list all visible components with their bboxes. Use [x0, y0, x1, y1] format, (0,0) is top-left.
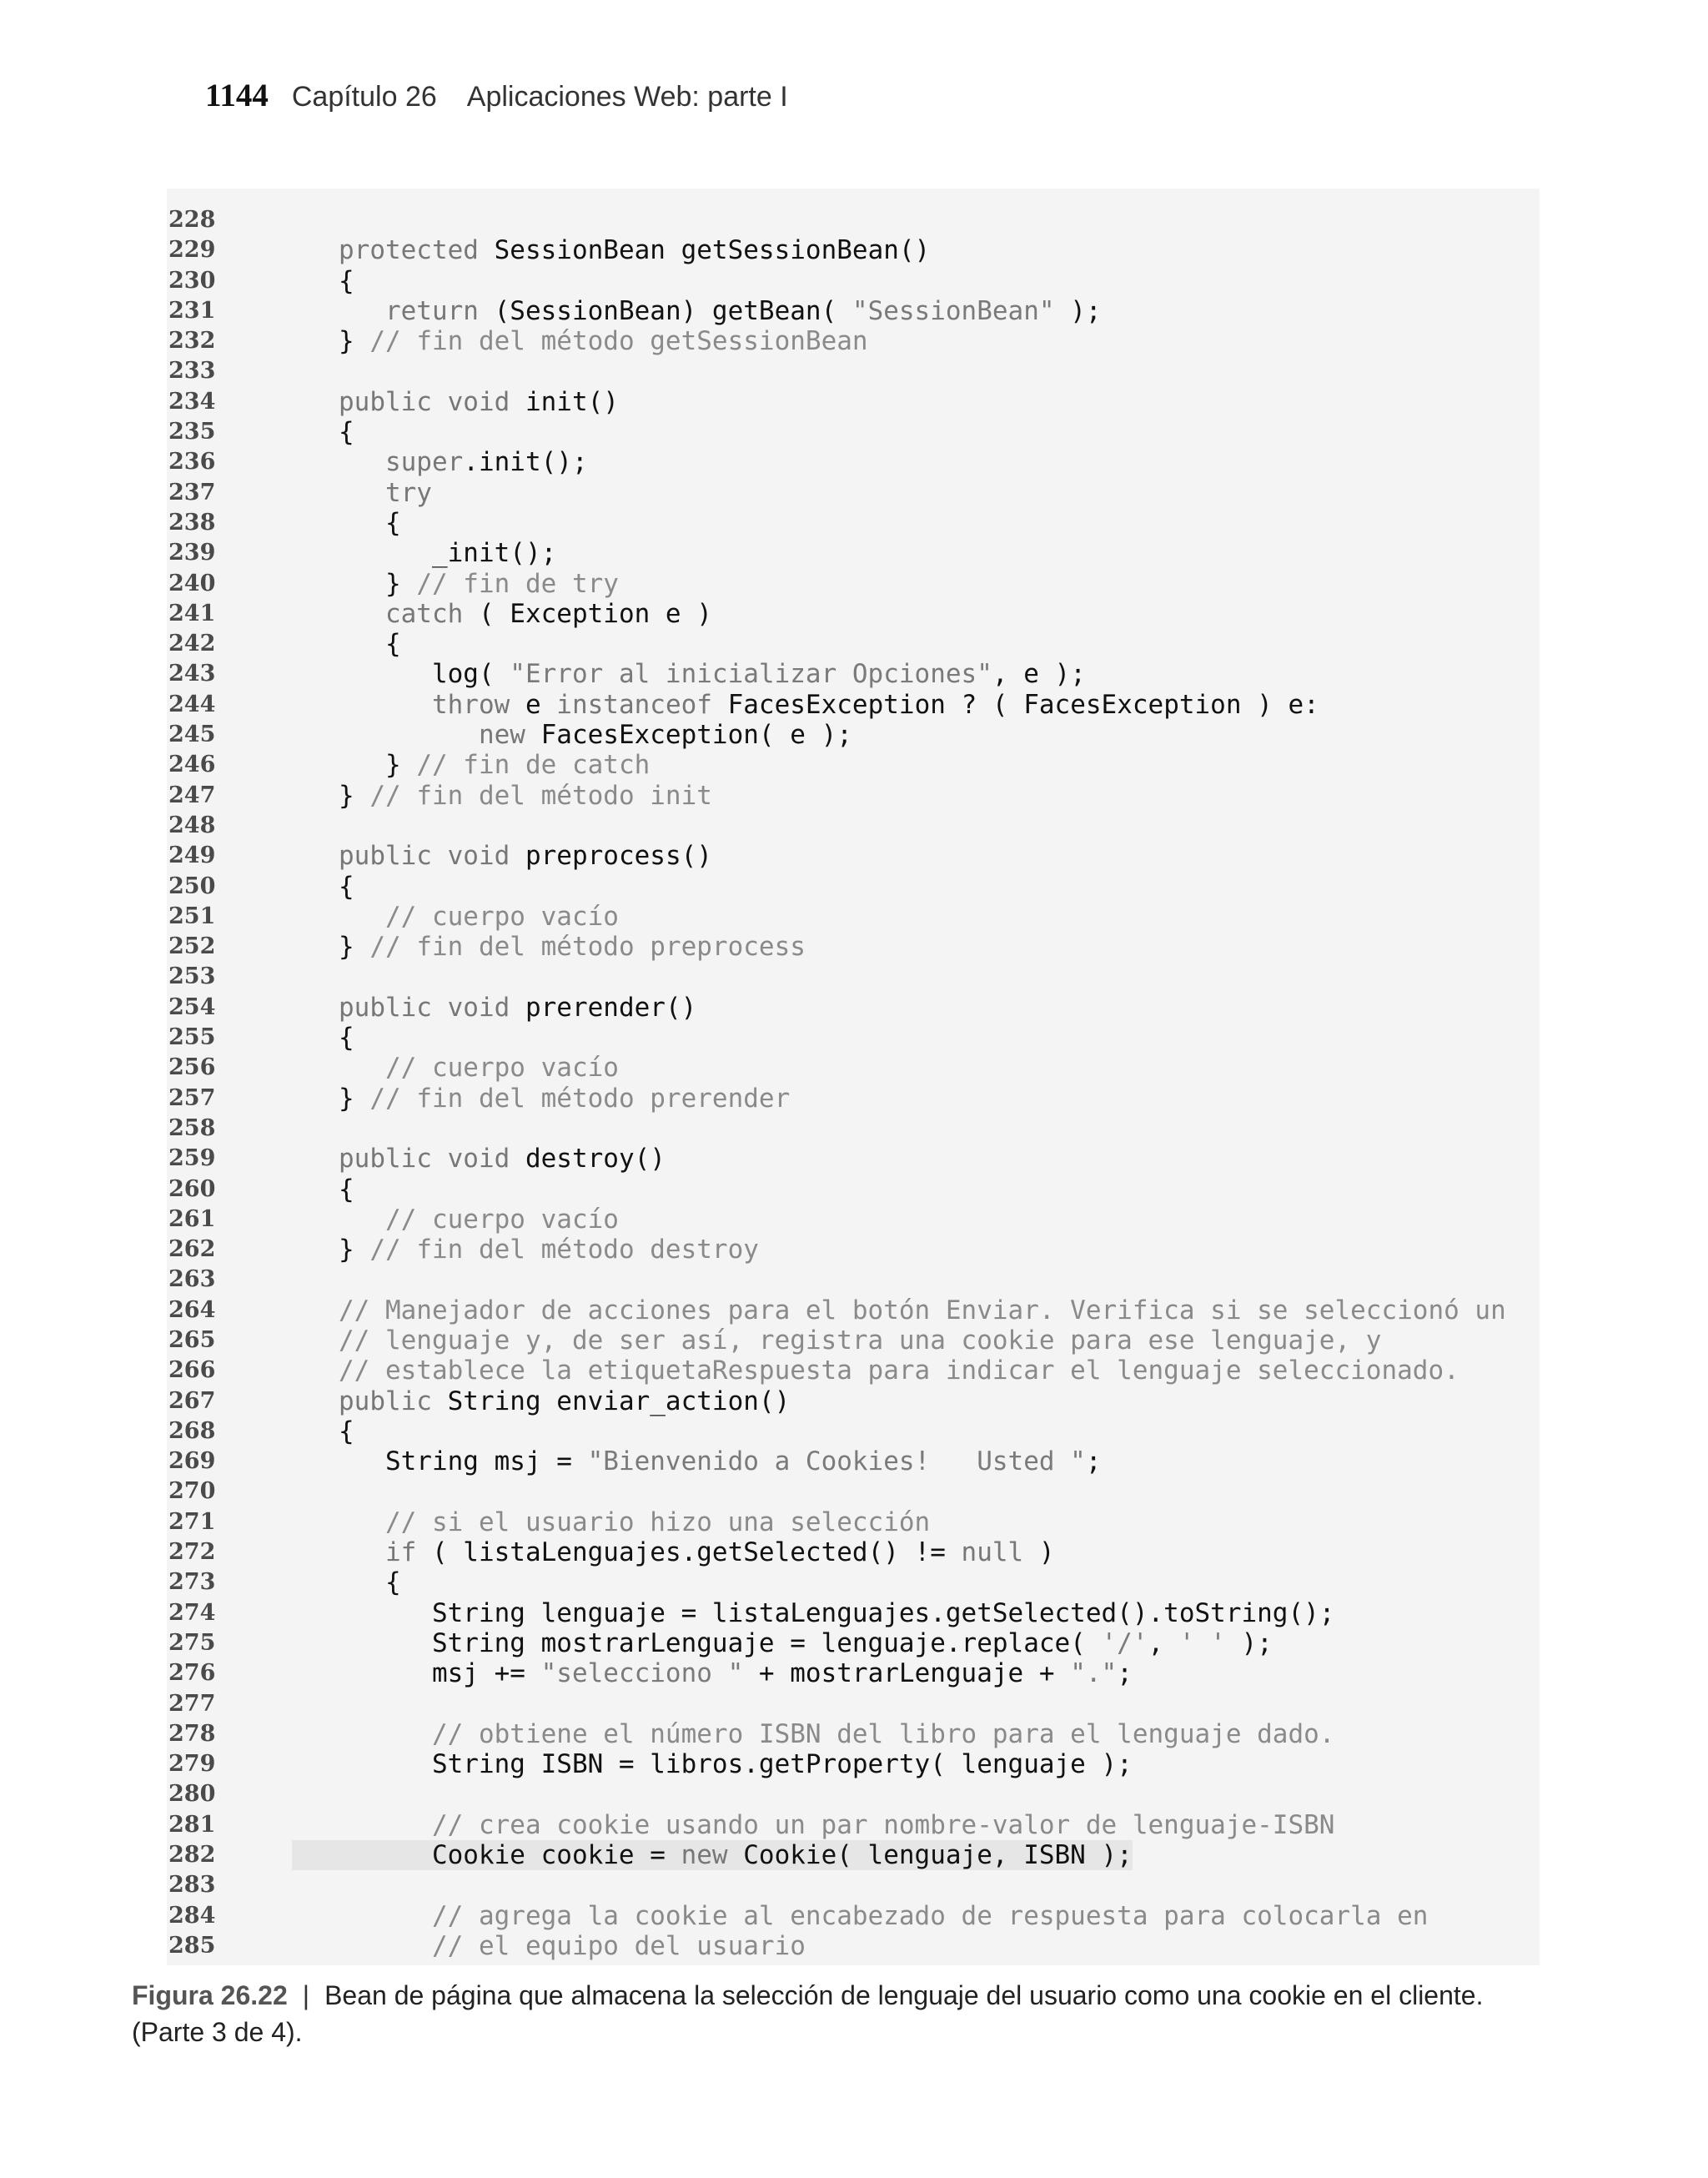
code-token: String ISBN = libros.getProperty( lenguaje ); — [292, 1749, 1133, 1780]
line-number: 242 — [168, 631, 216, 657]
line-number: 278 — [168, 1720, 216, 1747]
code-line — [167, 266, 1540, 296]
code-token: null — [961, 1537, 1024, 1568]
line-number: 238 — [168, 509, 216, 536]
code-token: "Error al inicializar Opciones" — [510, 659, 992, 690]
code-token: Cookie( lenguaje, ISBN ); — [743, 1840, 1133, 1871]
line-number: 260 — [168, 1175, 216, 1202]
code-token: // fin del método destroy — [369, 1235, 759, 1265]
line-number: 268 — [168, 1417, 216, 1444]
line-number: 244 — [168, 691, 216, 717]
chapter-label: Capítulo 26 — [291, 81, 437, 113]
code-line — [167, 599, 1540, 629]
code-token: ); — [1225, 1627, 1273, 1658]
code-line — [167, 1235, 1540, 1265]
line-number: 281 — [168, 1811, 216, 1838]
line-number: 232 — [168, 328, 216, 355]
code-token: } — [292, 1083, 370, 1114]
line-number: 234 — [168, 388, 216, 415]
code-line — [167, 508, 1540, 538]
code-token: , e ); — [992, 659, 1086, 690]
code-token: // fin del método init — [369, 780, 712, 811]
code-text — [292, 1205, 619, 1235]
code-line — [167, 1265, 1540, 1295]
code-line — [167, 1628, 1540, 1658]
code-token: (SessionBean) getBean( — [494, 295, 852, 326]
code-token: ) — [1023, 1537, 1055, 1568]
code-text — [292, 417, 354, 447]
line-number: 241 — [168, 600, 216, 626]
code-line — [167, 205, 1540, 235]
code-token: if — [292, 1537, 432, 1568]
code-line — [167, 447, 1540, 477]
code-token: String msj = — [292, 1446, 588, 1477]
code-token: // Manejador de acciones para el botón Enviar. Verifica si se seleccionó un — [292, 1295, 1506, 1325]
code-line — [167, 235, 1540, 265]
code-text — [292, 1023, 354, 1053]
line-number: 272 — [168, 1539, 216, 1566]
code-line — [167, 750, 1540, 780]
code-text — [292, 478, 432, 508]
code-token: public void — [292, 1144, 525, 1175]
line-number: 271 — [168, 1508, 216, 1535]
code-token: } — [292, 932, 370, 963]
code-token: _init(); — [292, 538, 557, 569]
code-line — [167, 1325, 1540, 1356]
line-number: 274 — [168, 1599, 216, 1626]
line-number: 245 — [168, 722, 216, 748]
code-text — [292, 781, 712, 811]
line-number: 251 — [168, 903, 216, 929]
code-token: FacesException ? ( FacesException ) e: — [727, 689, 1319, 720]
line-number: 269 — [168, 1448, 216, 1475]
line-number: 259 — [168, 1145, 216, 1172]
line-number: 277 — [168, 1690, 216, 1717]
line-number: 253 — [168, 963, 216, 990]
code-line — [167, 1537, 1540, 1567]
code-line — [167, 1144, 1540, 1174]
code-line — [167, 1356, 1540, 1386]
line-number: 255 — [168, 1024, 216, 1051]
line-number: 237 — [168, 479, 216, 506]
code-token: new — [292, 720, 541, 751]
code-token: catch — [292, 598, 479, 629]
code-text — [292, 1628, 1273, 1658]
code-token: e — [525, 689, 557, 720]
line-number: 258 — [168, 1114, 216, 1141]
code-token: ); — [1054, 295, 1102, 326]
code-line — [167, 478, 1540, 508]
line-number: 246 — [168, 752, 216, 778]
code-line — [167, 1689, 1540, 1719]
code-lines — [167, 205, 1540, 1961]
line-number: 233 — [168, 358, 216, 385]
code-line — [167, 387, 1540, 417]
code-line — [167, 690, 1540, 720]
code-text — [292, 1386, 790, 1416]
code-text — [292, 569, 619, 599]
code-line — [167, 1295, 1540, 1325]
code-text — [292, 1507, 930, 1537]
code-line — [167, 872, 1540, 902]
code-text — [292, 629, 401, 659]
code-token: "Bienvenido a Cookies! Usted " — [587, 1446, 1086, 1477]
code-line — [167, 1901, 1540, 1931]
code-line — [167, 326, 1540, 356]
code-line — [167, 1386, 1540, 1416]
line-number: 235 — [168, 419, 216, 445]
code-line — [167, 659, 1540, 689]
code-token: // fin de catch — [416, 750, 651, 781]
code-token: // cuerpo vacío — [292, 1204, 619, 1235]
code-listing — [167, 189, 1540, 1965]
code-token: instanceof — [556, 689, 728, 720]
code-token: public — [292, 1386, 448, 1416]
line-number: 280 — [168, 1781, 216, 1808]
code-token: } — [292, 780, 370, 811]
code-token: init() — [525, 386, 619, 417]
code-text — [292, 659, 1086, 689]
page-number: 1144 — [205, 78, 269, 113]
code-token: ' ' — [1178, 1627, 1226, 1658]
code-line — [167, 1658, 1540, 1688]
code-token: { — [292, 417, 354, 448]
code-text — [292, 1295, 1506, 1325]
code-token: { — [292, 1416, 354, 1446]
code-text — [292, 266, 354, 296]
code-text — [292, 1446, 1102, 1476]
code-line — [167, 993, 1540, 1023]
code-line — [167, 932, 1540, 962]
code-text — [292, 387, 619, 417]
running-header — [205, 77, 788, 127]
line-number: 270 — [168, 1478, 216, 1505]
code-token: .init(); — [463, 447, 588, 478]
code-token: // fin del método prerender — [369, 1083, 791, 1114]
code-text — [292, 538, 556, 568]
code-token: // lenguaje y, de ser así, registra una cookie para ese lenguaje, y — [292, 1325, 1382, 1356]
code-token: public void — [292, 841, 525, 872]
code-line — [167, 841, 1540, 871]
code-text — [292, 1325, 1381, 1356]
line-number: 230 — [168, 267, 216, 294]
code-token: super — [292, 447, 464, 478]
code-text — [292, 1416, 354, 1446]
line-number: 239 — [168, 540, 216, 566]
code-token: ( Exception e ) — [478, 598, 712, 629]
line-number: 256 — [168, 1054, 216, 1081]
code-token: "." — [1070, 1658, 1118, 1689]
code-token: destroy() — [525, 1144, 666, 1175]
code-token: log( — [292, 659, 510, 690]
code-text — [292, 1567, 401, 1597]
code-token: { — [292, 1174, 354, 1205]
code-token: } — [292, 750, 417, 781]
code-token: public void — [292, 386, 525, 417]
code-line — [167, 1023, 1540, 1053]
code-token: Cookie cookie = — [292, 1840, 681, 1871]
code-text — [292, 841, 712, 871]
code-line — [167, 629, 1540, 659]
code-line — [167, 1416, 1540, 1446]
line-number: 240 — [168, 570, 216, 596]
line-number: 284 — [168, 1902, 216, 1929]
code-token: { — [292, 507, 401, 538]
code-token: ( listaLenguajes.getSelected() != — [431, 1537, 962, 1568]
caption-part: (Parte 3 de 4). — [132, 2017, 303, 2047]
code-token: // fin del método getSessionBean — [369, 326, 868, 357]
chapter-title: Aplicaciones Web: parte I — [466, 81, 788, 113]
code-line — [167, 569, 1540, 599]
caption-text: Bean de página que almacena la selección de lenguaje del usuario como una cookie en el cliente. — [324, 1980, 1484, 2010]
line-number: 279 — [168, 1751, 216, 1778]
code-token: throw — [292, 689, 525, 720]
code-line — [167, 1931, 1540, 1961]
code-text — [292, 1719, 1334, 1749]
code-text — [292, 1749, 1133, 1779]
code-token: } — [292, 1235, 370, 1265]
code-token: ; — [1117, 1658, 1133, 1689]
code-token: // obtiene el número ISBN del libro para el lenguaje dado. — [292, 1718, 1335, 1749]
code-text — [292, 1356, 1459, 1386]
code-line — [167, 1749, 1540, 1779]
code-text — [292, 932, 806, 962]
line-number: 275 — [168, 1629, 216, 1656]
code-token: { — [292, 871, 354, 902]
code-text — [292, 1084, 790, 1114]
line-number: 266 — [168, 1357, 216, 1384]
code-line — [167, 1719, 1540, 1749]
code-token: SessionBean getSessionBean() — [494, 235, 931, 266]
code-token: return — [292, 295, 495, 326]
line-number: 243 — [168, 661, 216, 687]
figure-label: Figura 26.22 — [132, 1980, 288, 2010]
code-line — [167, 1476, 1540, 1506]
code-text — [292, 1235, 759, 1265]
code-text — [292, 750, 650, 780]
line-number: 248 — [168, 812, 216, 838]
code-token: } — [292, 326, 370, 357]
line-number: 261 — [168, 1205, 216, 1232]
code-token: , — [1148, 1627, 1179, 1658]
code-token: { — [292, 1567, 401, 1598]
code-token: "selecciono " — [540, 1658, 744, 1689]
line-number: 267 — [168, 1387, 216, 1414]
line-number: 264 — [168, 1296, 216, 1323]
code-token: // fin del método preprocess — [369, 932, 806, 963]
line-number: 252 — [168, 933, 216, 960]
code-token: // fin de try — [416, 568, 619, 599]
code-line — [167, 1810, 1540, 1840]
code-text — [292, 1537, 1055, 1567]
code-line — [167, 1114, 1540, 1144]
code-token: try — [292, 477, 432, 508]
code-line — [167, 1205, 1540, 1235]
code-line — [167, 1779, 1540, 1809]
line-number: 250 — [168, 873, 216, 899]
code-token: prerender() — [525, 992, 697, 1023]
line-number: 265 — [168, 1326, 216, 1353]
code-text — [292, 508, 401, 538]
code-token: + mostrarLenguaje + — [743, 1658, 1071, 1689]
code-token: // cuerpo vacío — [292, 1053, 619, 1084]
line-number: 273 — [168, 1569, 216, 1596]
line-number: 236 — [168, 449, 216, 475]
code-token: "SessionBean" — [851, 295, 1055, 326]
line-number: 283 — [168, 1872, 216, 1899]
code-token: // si el usuario hizo una selección — [292, 1506, 931, 1537]
code-token: String mostrarLenguaje = lenguaje.replace( — [292, 1627, 1102, 1658]
code-line — [167, 1870, 1540, 1900]
code-token: String enviar_action() — [447, 1386, 791, 1416]
code-text — [292, 1144, 666, 1174]
code-line — [167, 1567, 1540, 1597]
code-text — [292, 902, 619, 932]
code-text — [292, 993, 696, 1023]
code-token: ; — [1085, 1446, 1102, 1477]
code-line — [167, 1507, 1540, 1537]
line-number: 282 — [168, 1842, 216, 1869]
code-line — [167, 1084, 1540, 1114]
code-text — [292, 296, 1102, 326]
code-token: // crea cookie usando un par nombre-valor de lenguaje-ISBN — [292, 1809, 1335, 1840]
code-line — [167, 1446, 1540, 1476]
code-token: '/' — [1101, 1627, 1148, 1658]
code-text — [292, 326, 868, 356]
line-number: 262 — [168, 1236, 216, 1263]
line-number: 257 — [168, 1084, 216, 1111]
code-token: String lenguaje = listaLenguajes.getSelected().toString(); — [292, 1597, 1335, 1628]
line-number: 229 — [168, 237, 216, 264]
code-line — [167, 1598, 1540, 1628]
line-number: 247 — [168, 782, 216, 808]
code-line — [167, 296, 1540, 326]
code-text — [292, 690, 1319, 720]
code-token: public void — [292, 992, 525, 1023]
code-text — [292, 1053, 619, 1083]
code-text — [292, 235, 930, 265]
code-line — [167, 1175, 1540, 1205]
code-text — [292, 1658, 1133, 1688]
line-number: 249 — [168, 843, 216, 869]
code-token: { — [292, 629, 401, 660]
code-text — [292, 1598, 1334, 1628]
code-token: // establece la etiquetaRespuesta para indicar el lenguaje seleccionado. — [292, 1356, 1459, 1386]
line-number: 228 — [168, 207, 216, 233]
code-token: } — [292, 568, 417, 599]
code-line — [167, 781, 1540, 811]
line-number: 285 — [168, 1932, 216, 1959]
caption-separator: | — [302, 1980, 310, 2010]
code-line — [167, 356, 1540, 386]
code-text — [292, 1810, 1334, 1840]
code-text — [292, 1901, 1428, 1931]
code-text — [292, 1175, 354, 1205]
code-line — [167, 417, 1540, 447]
code-token: { — [292, 1023, 354, 1054]
code-token: // el equipo del usuario — [292, 1930, 806, 1961]
line-number: 276 — [168, 1660, 216, 1687]
code-token: FacesException( e ); — [540, 720, 852, 751]
code-line — [167, 811, 1540, 841]
code-token: // agrega la cookie al encabezado de respuesta para colocarla en — [292, 1900, 1429, 1931]
figure-caption — [132, 1977, 1550, 2050]
line-number: 254 — [168, 993, 216, 1020]
code-token: protected — [292, 235, 495, 266]
code-line — [167, 1840, 1540, 1870]
code-text — [292, 872, 354, 902]
code-text — [292, 1931, 806, 1961]
code-token: // cuerpo vacío — [292, 901, 619, 932]
code-line — [167, 902, 1540, 932]
code-line — [167, 720, 1540, 750]
code-text — [292, 447, 588, 477]
code-line — [167, 1053, 1540, 1083]
code-token: msj += — [292, 1658, 541, 1689]
code-line — [167, 538, 1540, 568]
code-text — [292, 1840, 1133, 1870]
code-token: new — [681, 1840, 744, 1871]
code-text — [292, 720, 852, 750]
code-token: { — [292, 265, 354, 296]
line-number: 231 — [168, 297, 216, 324]
code-text — [292, 599, 712, 629]
code-line — [167, 962, 1540, 992]
code-token: preprocess() — [525, 841, 712, 872]
line-number: 263 — [168, 1266, 216, 1293]
